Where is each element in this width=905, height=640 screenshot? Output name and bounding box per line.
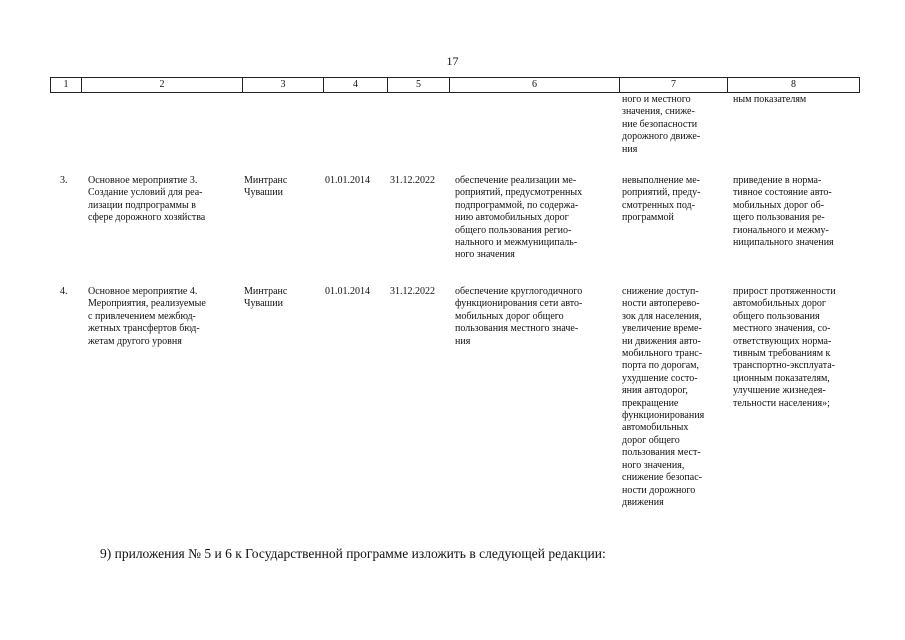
row-4-consequence: снижение доступ- ности автоперево- зок для населения, увеличение време- ни движения авто- мобильного транс- порта по дорогам, ухудшение состо- яния автодорог, прекращение функционирования автомобильных дорог общего пользования мест- ного значения, снижение безопас- ности дорожного движения (622, 286, 705, 508)
carryover-consequence: ного и местного значения, сниже- ние безопасности дорожного движе- ния (622, 94, 701, 155)
row-3-consequence: невыполнение ме- роприятий, преду- смотренных под- программой (622, 175, 701, 224)
header-col-4: 4 (323, 78, 387, 92)
amendment-paragraph: 9) приложения № 5 и 6 к Государственной программе изложить в следующей редакции: (100, 546, 606, 561)
row-3-executor: Минтранс Чувашии (244, 175, 288, 199)
header-col-1: 1 (50, 78, 81, 92)
header-col-8: 8 (727, 78, 860, 92)
table-header-row (50, 77, 860, 93)
row-4-end-date: 31.12.2022 (390, 286, 435, 297)
row-3-direction: обеспечение реализации ме- роприятий, предусмотренных подпрограммой, по содержа- нию автомобильных дорог общего пользования регио- нального и межмуниципаль- ного значения (455, 175, 583, 261)
header-col-2: 2 (81, 78, 242, 92)
row-3-end-date: 31.12.2022 (390, 175, 435, 186)
page-number: 17 (446, 54, 459, 68)
row-3-activity-name: Основное мероприятие 3. Создание условий для реа- лизации подпрограммы в сфере дорожного хозяйства (88, 175, 206, 224)
row-4-direction: обеспечение круглогодичного функционирования сети авто- мобильных дорог общего пользования местного значе- ния (455, 286, 583, 347)
carryover-indicator: ным показателям (733, 94, 807, 105)
header-col-5: 5 (387, 78, 449, 92)
header-col-3: 3 (242, 78, 323, 92)
row-4-activity-name: Основное мероприятие 4. Мероприятия, реализуемые с привлечением межбюд- жетных трансфертов бюд- жетам другого уровня (88, 286, 206, 347)
row-4-number: 4. (60, 286, 68, 297)
row-3-indicator: приведение в норма- тивное состояние авто- мобильных дорог об- щего пользования ре- гионального и межму- ниципального значения (733, 175, 834, 249)
row-3-number: 3. (60, 175, 68, 186)
header-col-7: 7 (619, 78, 727, 92)
row-4-start-date: 01.01.2014 (325, 286, 370, 297)
header-col-6: 6 (449, 78, 619, 92)
row-4-executor: Минтранс Чувашии (244, 286, 288, 310)
row-4-indicator: прирост протяженности автомобильных дорог общего пользования местного значения, со- ответствующих норма- тивным требованиям к транспортно-эксплуата- ционным показателям, улучшение жизнедея- тельности населения»; (733, 286, 836, 409)
row-3-start-date: 01.01.2014 (325, 175, 370, 186)
